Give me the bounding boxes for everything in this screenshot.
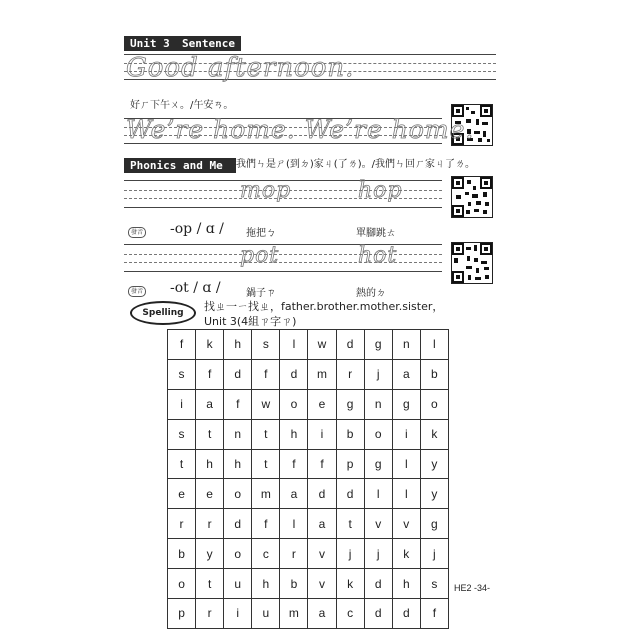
grid-cell[interactable]: b	[420, 359, 448, 389]
grid-cell[interactable]: l	[280, 330, 308, 360]
grid-cell[interactable]: a	[392, 359, 420, 389]
grid-cell[interactable]: j	[364, 359, 392, 389]
grid-row	[168, 509, 449, 539]
qr-code-icon	[452, 177, 492, 217]
grid-cell[interactable]: v	[308, 569, 336, 599]
phonics-word-hot: hot	[358, 243, 398, 268]
grid-cell[interactable]: p	[168, 599, 196, 629]
grid-cell[interactable]: t	[196, 569, 224, 599]
grid-cell[interactable]: j	[420, 539, 448, 569]
grid-cell[interactable]: y	[196, 539, 224, 569]
grid-cell[interactable]: a	[308, 599, 336, 629]
grid-cell[interactable]: u	[224, 569, 252, 599]
sentence-translation-2: 我們ㄣ是ㄕ(到ㄉ)家ㄐ(了ㄌ)。/我們ㄣ回ㄏ家ㄐ了ㄌ。	[236, 159, 475, 170]
grid-cell[interactable]: p	[336, 449, 364, 479]
grid-cell[interactable]: l	[280, 509, 308, 539]
grid-row	[168, 479, 449, 509]
grid-cell[interactable]: h	[252, 569, 280, 599]
grid-cell[interactable]: r	[168, 509, 196, 539]
section-tag: Sentence	[176, 36, 241, 51]
phonics-title: Phonics and Me	[124, 158, 236, 173]
qr-code-icon	[452, 243, 492, 283]
grid-cell[interactable]: s	[252, 330, 280, 360]
grid-cell[interactable]: b	[280, 569, 308, 599]
grid-cell[interactable]: t	[252, 449, 280, 479]
grid-cell[interactable]: l	[420, 330, 448, 360]
grid-cell[interactable]: f	[252, 509, 280, 539]
grid-cell[interactable]: g	[420, 509, 448, 539]
grid-cell[interactable]: a	[196, 389, 224, 419]
phonics-sound-ot: -ot / ɑ /	[170, 280, 221, 296]
spelling-instruction-1: 找ㄓ一ㄧ找ㄓ，father.brother.mother.sister，	[204, 300, 444, 313]
grid-cell[interactable]: f	[252, 359, 280, 389]
grid-row	[168, 330, 449, 360]
spelling-badge: Spelling	[130, 301, 196, 325]
grid-cell[interactable]: u	[252, 599, 280, 629]
grid-cell[interactable]: k	[392, 539, 420, 569]
grid-cell[interactable]: r	[280, 539, 308, 569]
grid-cell[interactable]: f	[308, 449, 336, 479]
grid-cell[interactable]: e	[168, 479, 196, 509]
grid-cell[interactable]: c	[336, 599, 364, 629]
grid-cell[interactable]: h	[224, 330, 252, 360]
grid-cell[interactable]: d	[280, 359, 308, 389]
sentence-trace-1: Good afternoon.	[126, 53, 355, 83]
grid-cell[interactable]: f	[168, 330, 196, 360]
grid-cell[interactable]: d	[336, 479, 364, 509]
grid-cell[interactable]: e	[308, 389, 336, 419]
grid-row	[168, 599, 449, 629]
grid-cell[interactable]: b	[336, 419, 364, 449]
grid-cell[interactable]: i	[224, 599, 252, 629]
meaning-pot: 鍋子ㄗ	[246, 288, 276, 299]
grid-cell[interactable]: i	[308, 419, 336, 449]
grid-cell[interactable]: a	[308, 509, 336, 539]
grid-cell[interactable]: o	[420, 389, 448, 419]
word-search-grid	[167, 329, 449, 629]
grid-cell[interactable]: v	[392, 509, 420, 539]
grid-cell[interactable]: y	[420, 479, 448, 509]
pronunciation-icon[interactable]: 發音	[128, 227, 146, 238]
grid-cell[interactable]: m	[280, 599, 308, 629]
grid-cell[interactable]: d	[364, 599, 392, 629]
grid-cell[interactable]: d	[336, 330, 364, 360]
meaning-hot: 熱的ㄉ	[356, 288, 386, 299]
grid-cell[interactable]: r	[196, 509, 224, 539]
grid-row	[168, 419, 449, 449]
grid-cell[interactable]: o	[168, 569, 196, 599]
grid-cell[interactable]: k	[336, 569, 364, 599]
grid-cell[interactable]: d	[308, 479, 336, 509]
grid-cell[interactable]: o	[224, 479, 252, 509]
grid-cell[interactable]: f	[280, 449, 308, 479]
grid-cell[interactable]: d	[364, 569, 392, 599]
meaning-hop: 單腳跳ㄊ	[356, 228, 396, 239]
grid-cell[interactable]: n	[224, 419, 252, 449]
grid-cell[interactable]: r	[336, 359, 364, 389]
qr-code-3[interactable]	[451, 242, 493, 284]
grid-cell[interactable]: f	[196, 359, 224, 389]
phonics-word-mop: mop	[240, 178, 292, 203]
grid-cell[interactable]: n	[392, 330, 420, 360]
grid-cell[interactable]: v	[308, 539, 336, 569]
grid-cell[interactable]: d	[224, 359, 252, 389]
pronunciation-icon[interactable]: 發音	[128, 286, 146, 297]
grid-cell[interactable]: h	[196, 449, 224, 479]
grid-cell[interactable]: f	[420, 599, 448, 629]
grid-row	[168, 389, 449, 419]
grid-cell[interactable]: k	[196, 330, 224, 360]
phonics-sound-op: -op / ɑ /	[170, 221, 224, 237]
grid-cell[interactable]: r	[196, 599, 224, 629]
grid-cell[interactable]: h	[224, 449, 252, 479]
grid-row	[168, 359, 449, 389]
grid-cell[interactable]: a	[280, 479, 308, 509]
grid-cell[interactable]: l	[364, 479, 392, 509]
grid-cell[interactable]: j	[336, 539, 364, 569]
grid-cell[interactable]: i	[168, 389, 196, 419]
grid-cell[interactable]: o	[280, 389, 308, 419]
grid-cell[interactable]: o	[364, 419, 392, 449]
sentence-translation-1: 好ㄏ下午ㄨ。/午安ㄢ。	[130, 100, 234, 111]
grid-cell[interactable]: m	[308, 359, 336, 389]
grid-cell[interactable]: g	[364, 449, 392, 479]
grid-cell[interactable]: s	[168, 359, 196, 389]
phonics-word-pot: pot	[240, 243, 280, 268]
grid-cell[interactable]: d	[392, 599, 420, 629]
grid-cell[interactable]: s	[420, 569, 448, 599]
grid-cell[interactable]: t	[252, 419, 280, 449]
grid-cell[interactable]: k	[420, 419, 448, 449]
grid-cell[interactable]: w	[308, 330, 336, 360]
grid-cell[interactable]: v	[364, 509, 392, 539]
grid-cell[interactable]: t	[336, 509, 364, 539]
grid-cell[interactable]: e	[196, 479, 224, 509]
sentence-trace-2: We’re home. We’re home.	[126, 115, 475, 144]
grid-row	[168, 569, 449, 599]
grid-cell[interactable]: c	[252, 539, 280, 569]
grid-cell[interactable]: m	[252, 479, 280, 509]
grid-cell[interactable]: j	[364, 539, 392, 569]
grid-cell[interactable]: b	[168, 539, 196, 569]
page-number: HE2 -34-	[454, 583, 491, 593]
grid-cell[interactable]: h	[280, 419, 308, 449]
grid-cell[interactable]: l	[392, 449, 420, 479]
grid-cell[interactable]: l	[392, 479, 420, 509]
grid-cell[interactable]: w	[252, 389, 280, 419]
phonics-word-hop: hop	[358, 178, 403, 203]
grid-cell[interactable]: t	[168, 449, 196, 479]
grid-cell[interactable]: y	[420, 449, 448, 479]
unit-tag: Unit 3	[124, 36, 176, 51]
meaning-mop: 拖把ㄅ	[246, 228, 276, 239]
grid-cell[interactable]: g	[392, 389, 420, 419]
grid-row	[168, 449, 449, 479]
grid-cell[interactable]: t	[196, 419, 224, 449]
spelling-instruction-2: Unit 3(4組ㄗ字ㄗ)	[204, 315, 297, 328]
grid-cell[interactable]: g	[336, 389, 364, 419]
grid-cell[interactable]: n	[364, 389, 392, 419]
grid-cell[interactable]: f	[224, 389, 252, 419]
grid-cell[interactable]: s	[168, 419, 196, 449]
grid-row	[168, 539, 449, 569]
grid-cell[interactable]: g	[364, 330, 392, 360]
grid-cell[interactable]: o	[224, 539, 252, 569]
grid-cell[interactable]: d	[224, 509, 252, 539]
grid-cell[interactable]: i	[392, 419, 420, 449]
grid-cell[interactable]: h	[392, 569, 420, 599]
qr-code-2[interactable]	[451, 176, 493, 218]
